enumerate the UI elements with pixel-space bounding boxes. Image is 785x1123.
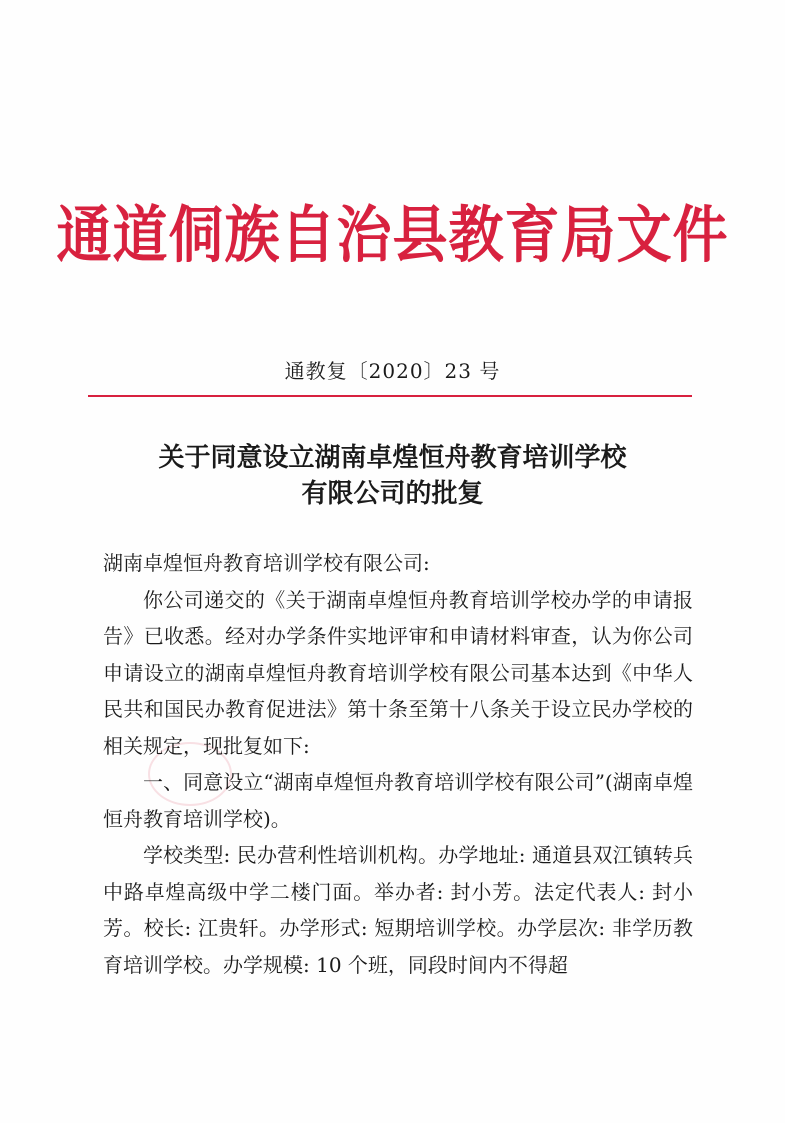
agency-masthead: 通道侗族自治县教育局文件 bbox=[56, 199, 729, 271]
title-line-1: 关于同意设立湖南卓煌恒舟教育培训学校 bbox=[158, 443, 627, 473]
document-title bbox=[0, 440, 785, 512]
salutation: 湖南卓煌恒舟教育培训学校有限公司: bbox=[103, 551, 430, 575]
body-paragraph: 一、同意设立“湖南卓煌恒舟教育培训学校有限公司”(湖南卓煌恒舟教育培训学校)。 bbox=[103, 770, 693, 831]
document-number: 通教复〔2020〕23 号 bbox=[284, 359, 501, 383]
title-line-2: 有限公司的批复 bbox=[301, 479, 484, 509]
body-paragraph: 学校类型: 民办营利性培训机构。办学地址: 通道县双江镇转兵中路卓煌高级中学二楼门面。举办者: 封小芳。法定代表人: 封小芳。校长: 江贵轩。办学形式: 短期培训学校。办学层次: 非学历教育培训学校。办学规模: 10 个班，同段时间内不得超 bbox=[103, 843, 693, 977]
document-body bbox=[103, 545, 693, 983]
body-paragraph: 你公司递交的《关于湖南卓煌恒舟教育培训学校办学的申请报告》已收悉。经对办学条件实地评审和申请材料审查，认为你公司申请设立的湖南卓煌恒舟教育培训学校有限公司基本达到《中华人民共和国民办教育促进法》第十条至第十八条关于设立民办学校的相关规定，现批复如下: bbox=[103, 587, 693, 758]
red-divider-line bbox=[88, 395, 692, 397]
